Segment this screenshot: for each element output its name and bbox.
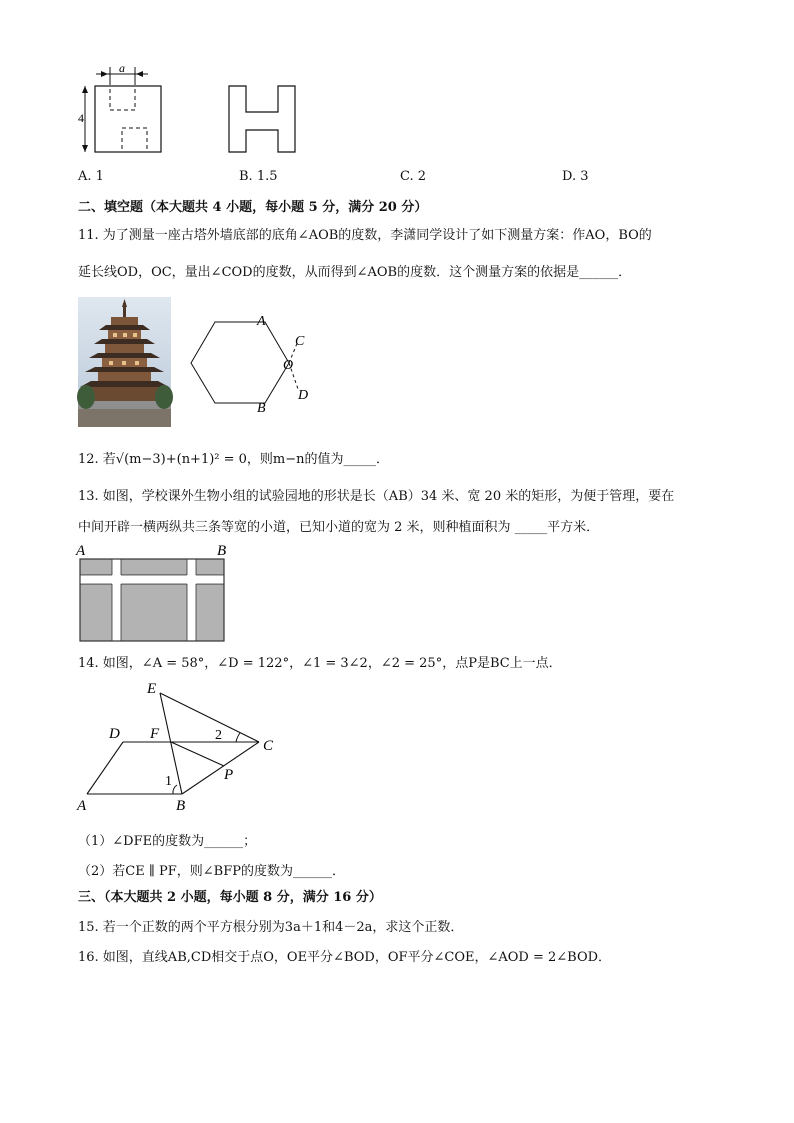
angle-1-label: 1 — [165, 774, 172, 789]
side-bc — [182, 742, 259, 794]
label-c: C — [295, 334, 305, 349]
option-a: A. 1 — [78, 169, 104, 184]
section2-header: 二、填空题（本大题共 4 小题，每小题 5 分，满分 20 分） — [78, 200, 428, 215]
bottom-cut-square — [122, 128, 147, 152]
q14-text: 14. 如图，∠A = 58°，∠D = 122°，∠1 = 3∠2，∠2 = 25°，点P是BC上一点． — [78, 656, 562, 671]
angle-2-arc — [236, 733, 240, 742]
arrowhead-icon — [82, 145, 88, 152]
hexagon-angle-figure — [185, 305, 325, 415]
option-d: D. 3 — [562, 169, 589, 184]
pagoda-photo — [78, 297, 171, 427]
label-b: B — [176, 798, 186, 814]
label-p: P — [224, 767, 234, 783]
arrowhead-icon — [101, 71, 108, 77]
q15-text: 15. 若一个正数的两个平方根分别为3a＋1和4－2a，求这个正数． — [78, 920, 464, 935]
q10-figure — [70, 60, 310, 160]
label-a: A — [76, 543, 86, 559]
label-b: B — [217, 543, 227, 559]
q14-sub1: （1）∠DFE的度数为______； — [78, 834, 257, 849]
label-o: O — [283, 358, 294, 373]
a-label: a — [119, 61, 125, 75]
label-f: F — [150, 726, 160, 742]
h-shape — [229, 86, 295, 152]
label-e: E — [147, 681, 157, 697]
q16-text: 16. 如图，直线AB,CD相交于点O，OE平分∠BOD，OF平分∠COE，∠AOD = 2∠BOD． — [78, 950, 612, 965]
garden-rectangle — [80, 559, 224, 641]
hexagon-wall — [191, 322, 289, 403]
label-c: C — [263, 738, 274, 754]
segment-fp — [171, 742, 224, 766]
label-a: A — [77, 798, 87, 814]
label-b: B — [257, 401, 266, 416]
angle-1-arc — [173, 785, 177, 794]
side-ad — [87, 742, 123, 794]
angle-2-label: 2 — [215, 728, 222, 743]
option-b: B. 1.5 — [239, 169, 278, 184]
height-label: 4 — [78, 111, 84, 125]
section3-header: 三、（本大题共 2 小题，每小题 8 分，满分 16 分） — [78, 890, 382, 905]
q11-line2: 延长线OD，OC，量出∠COD的度数，从而得到∠AOB的度数．这个测量方案的依据是______． — [78, 265, 632, 280]
q13-line2: 中间开辟一横两纵共三条等宽的小道，已知小道的宽为 2 米，则种植面积为 _____平方米． — [78, 520, 600, 535]
garden-figure — [74, 538, 234, 644]
q12-text: 12. 若√(m−3)+(n+1)² = 0，则m−n的值为_____． — [78, 452, 390, 467]
parallelogram-figure — [74, 676, 294, 816]
label-d: D — [298, 388, 309, 403]
q13-line1: 13. 如图，学校课外生物小组的试验园地的形状是长（AB）34 米、宽 20 米的矩形，为便于管理，要在 — [78, 489, 675, 504]
vertical-path — [187, 559, 196, 641]
label-a: A — [257, 314, 266, 329]
label-d: D — [109, 726, 120, 742]
vertical-path — [112, 559, 121, 641]
segment-ec — [160, 693, 259, 742]
top-cut-square — [110, 86, 135, 110]
arrowhead-icon — [82, 86, 88, 93]
q11-line1: 11. 为了测量一座古塔外墙底部的底角∠AOB的度数，李潇同学设计了如下测量方案：作AO，BO的 — [78, 228, 652, 243]
q14-sub2: （2）若CE ∥ PF，则∠BFP的度数为______． — [78, 864, 345, 879]
option-c: C. 2 — [400, 169, 427, 184]
square-sheet — [95, 86, 161, 152]
arrowhead-icon — [136, 71, 143, 77]
